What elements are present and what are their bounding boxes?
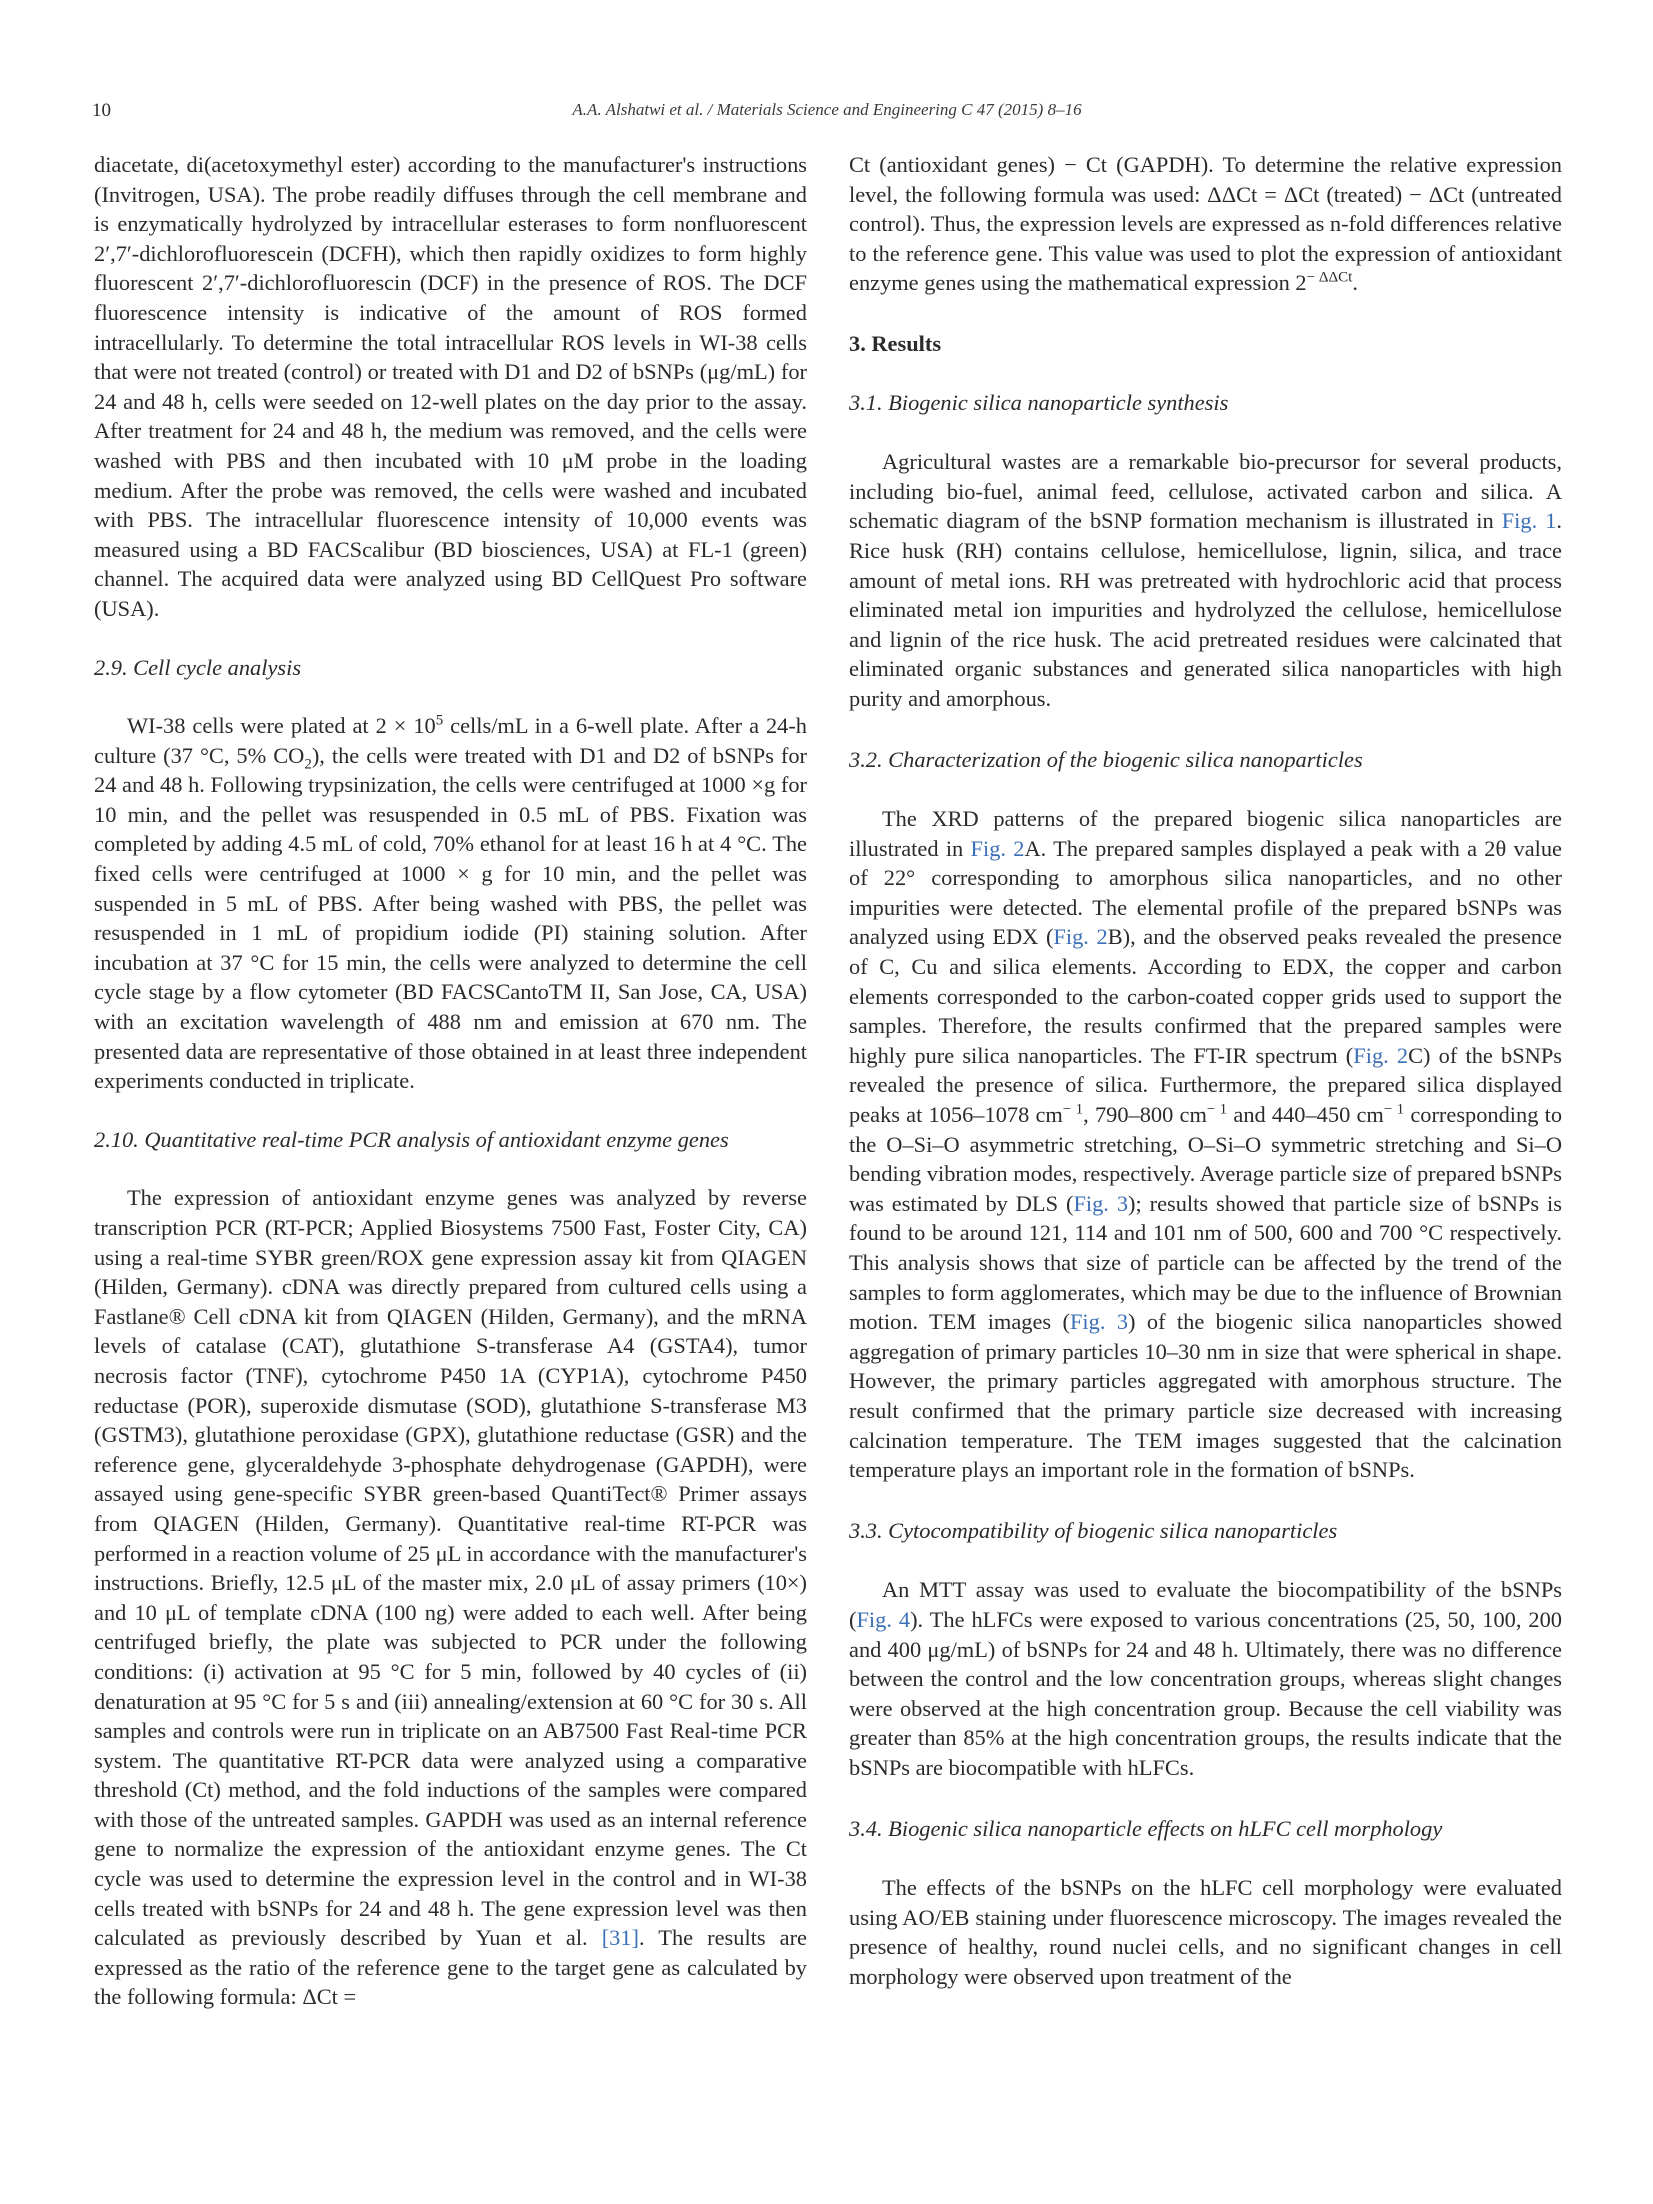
- heading-2-9: 2.9. Cell cycle analysis: [94, 654, 302, 680]
- right-column: [849, 150, 1562, 1991]
- figure-link-3-dls[interactable]: Fig. 3: [1073, 1190, 1129, 1216]
- left-column: [94, 150, 807, 2012]
- figure-link-2c[interactable]: Fig. 2: [1353, 1042, 1409, 1068]
- heading-3-results: 3. Results: [849, 330, 942, 356]
- paragraph-ct-formula: Ct (antioxidant genes) − Ct (GAPDH). To determine the relative expression level, the following formula was used: ΔΔCt = ΔCt (treated) − ΔCt (untreated control). Thus, the expression levels are expressed as n-fold differences relative to the reference gene. This value was used to plot the expression of antioxidant enzyme genes using the mathematical expression $2^{- \Delta\Delta Ct}$.: [849, 152, 1562, 296]
- reference-link-31[interactable]: [31]: [601, 1925, 640, 1951]
- figure-link-3-tem[interactable]: Fig. 3: [1069, 1309, 1129, 1335]
- figure-link-2a[interactable]: Fig. 2: [970, 835, 1025, 861]
- page-number: 10: [92, 100, 111, 121]
- heading-3-2: 3.2. Characterization of the biogenic silica nanoparticles: [849, 746, 1363, 772]
- heading-3-3: 3.3. Cytocompatibility of biogenic silica nanoparticles: [849, 1517, 1338, 1543]
- figure-link-2b[interactable]: Fig. 2: [1053, 924, 1108, 950]
- heading-3-1: 3.1. Biogenic silica nanoparticle synthesis: [849, 389, 1229, 415]
- paragraph-characterization: The XRD patterns of the prepared biogenic silica nanoparticles are illustrated in Fig. 2A. The prepared samples displayed a peak with a 2θ value of 22° corresponding to amorphous silica nanoparticles, and no other impurities were detected. The elemental profile of the prepared bSNPs was analyzed using EDX (Fig. 2B), and the observed peaks revealed the presence of C, Cu and silica elements. According to EDX, the copper and carbon elements corresponded to the carbon-coated copper grids used to support the samples. Therefore, the results confirmed that the prepared samples were highly pure silica nanoparticles. The FT-IR spectrum (Fig. 2C) of the bSNPs revealed the presence of silica. Furthermore, the prepared silica displayed peaks at 1056–1078 $cm^{- 1}$, 790–800 $cm^{- 1}$ and 440–450 $cm^{- 1}$ corresponding to the O–Si–O asymmetric stretching, O–Si–O symmetric stretching and Si–O bending vibration modes, respectively. Average particle size of prepared bSNPs was estimated by DLS (Fig. 3); results showed that particle size of bSNPs is found to be around 121, 114 and 101 nm of 500, 600 and 700 °C respectively. This analysis shows that size of particle can be affected by the trend of the samples to form agglomerates, which may be due to the influence of Brownian motion. TEM images (Fig. 3) of the biogenic silica nanoparticles showed aggregation of primary particles 10–30 nm in size that were spherical in shape. However, the primary particles aggregated with amorphous structure. The result confirmed that the primary particle size decreased with increasing calcination temperature. The TEM images suggested that the calcination temperature plays an important role in the formation of bSNPs.: [849, 806, 1563, 1483]
- paragraph-synthesis: Agricultural wastes are a remarkable bio-precursor for several products, including bio-fuel, animal feed, cellulose, activated carbon and silica. A schematic diagram of the bSNP formation mechanism is illustrated in Fig. 1. Rice husk (RH) contains cellulose, hemicellulose, lignin, silica, and trace amount of metal ions. RH was pretreated with hydrochloric acid that process eliminated metal ion impurities and hydrolyzed the cellulose, hemicellulose and lignin of the rice husk. The acid pretreated residues were calcinated that eliminated organic substances and generated silica nanoparticles with high purity and amorphous.: [849, 449, 1562, 711]
- paragraph-morphology: The effects of the bSNPs on the hLFC cell morphology were evaluated using AO/EB staining under fluorescence microscopy. The images revealed the presence of healthy, round nuclei cells, and no significant changes in cell morphology were observed upon treatment of the: [849, 1875, 1562, 1989]
- paragraph-cytocompatibility: An MTT assay was used to evaluate the biocompatibility of the bSNPs (Fig. 4). The hLFCs were exposed to various concentrations (25, 50, 100, 200 and 400 μg/mL) of bSNPs for 24 and 48 h. Ultimately, there was no difference between the control and the low concentration groups, whereas slight changes were observed at the high concentration group. Because the cell viability was greater than 85% at the high concentration groups, the results indicate that the bSNPs are biocompatible with hLFCs.: [849, 1577, 1562, 1780]
- running-header: A.A. Alshatwi et al. / Materials Science and Engineering C 47 (2015) 8–16: [572, 100, 1082, 119]
- paragraph-ros-assay: diacetate, di(acetoxymethyl ester) according to the manufacturer's instructions (Invitrogen, USA). The probe readily diffuses through the cell membrane and is enzymatically hydrolyzed by intracellular esterases to form nonfluorescent 2′,7′-dichlorofluorescein (DCFH), which then rapidly oxidizes to form highly fluorescent 2′,7′-dichlorofluorescin (DCF) in the presence of ROS. The DCF fluorescence intensity is indicative of the amount of ROS formed intracellularly. To determine the total intracellular ROS levels in WI-38 cells that were not treated (control) or treated with D1 and D2 of bSNPs (μg/mL) for 24 and 48 h, cells were seeded on 12-well plates on the day prior to the assay. After treatment for 24 and 48 h, the medium was removed, and the cells were washed with PBS and then incubated with 10 μM probe in the loading medium. After the probe was removed, the cells were washed and incubated with PBS. The intracellular fluorescence intensity of 10,000 events was measured using a BD FACScalibur (BD biosciences, USA) at FL-1 (green) channel. The acquired data were analyzed using BD CellQuest Pro software (USA).: [94, 152, 807, 621]
- paragraph-pcr: The expression of antioxidant enzyme genes was analyzed by reverse transcription PCR (RT-PCR; Applied Biosystems 7500 Fast, Foster City, CA) using a real-time SYBR green/ROX gene expression assay kit from QIAGEN (Hilden, Germany). cDNA was directly prepared from cultured cells using a Fastlane® Cell cDNA kit from QIAGEN (Hilden, Germany), and the mRNA levels of catalase (CAT), glutathione S-transferase A4 (GSTA4), tumor necrosis factor (TNF), cytochrome P450 1A (CYP1A), cytochrome P450 reductase (POR), superoxide dismutase (SOD), glutathione S-transferase M3 (GSTM3), glutathione peroxidase (GPX), glutathione reductase (GSR) and the reference gene, glyceraldehyde 3-phosphate dehydrogenase (GAPDH), were assayed using gene-specific SYBR green-based QuantiTect® Primer assays from QIAGEN (Hilden, Germany). Quantitative real-time RT-PCR was performed in a reaction volume of 25 μL in accordance with the manufacturer's instructions. Briefly, 12.5 μL of the master mix, 2.0 μL of assay primers (10×) and 10 μL of template cDNA (100 ng) were added to each well. After being centrifuged briefly, the plate was subjected to PCR under the following conditions: (i) activation at 95 °C for 5 min, followed by 40 cycles of (ii) denaturation at 95 °C for 5 s and (iii) annealing/extension at 60 °C for 30 s. All samples and controls were run in triplicate on an AB7500 Fast Real-time PCR system. The quantitative RT-PCR data were analyzed using a comparative threshold (Ct) method, and the fold inductions of the samples were compared with those of the untreated samples. GAPDH was used as an internal reference gene to normalize the expression of the antioxidant enzyme genes. The Ct cycle was used to determine the expression level in the control and in WI-38 cells treated with bSNPs for 24 and 48 h. The gene expression level was then calculated as previously described by Yuan et al. [31]. The results are expressed as the ratio of the reference gene to the target gene as calculated by the following formula: ΔCt =: [94, 1185, 807, 2010]
- heading-3-4: 3.4. Biogenic silica nanoparticle effects on hLFC cell morphology: [849, 1815, 1443, 1841]
- heading-2-10: 2.10. Quantitative real-time PCR analysis of antioxidant enzyme genes: [94, 1126, 729, 1152]
- figure-link-4[interactable]: Fig. 4: [856, 1606, 911, 1632]
- paragraph-cell-cycle: WI-38 cells were plated at $2 \times 10^5$ cells/mL in a 6-well plate. After a 24-h culture (37 °C, 5% $CO_2$), the cells were treated with D1 and D2 of bSNPs for 24 and 48 h. Following trypsinization, the cells were centrifuged at 1000 ×g for 10 min, and the pellet was resuspended in 0.5 mL of PBS. Fixation was completed by adding 4.5 mL of cold, 70% ethanol for at least 16 h at 4 °C. The fixed cells were centrifuged at 1000 × g for 10 min, and the pellet was suspended in 5 mL of PBS. After being washed with PBS, the pellet was resuspended in 1 mL of propidium iodide (PI) staining solution. After incubation at 37 °C for 15 min, the cells were analyzed to determine the cell cycle stage by a flow cytometer (BD FACSCantoTM II, San Jose, CA, USA) with an excitation wavelength of 488 nm and emission at 670 nm. The presented data are representative of those obtained in at least three independent experiments conducted in triplicate.: [94, 712, 807, 1094]
- figure-link-1[interactable]: Fig. 1: [1501, 508, 1557, 534]
